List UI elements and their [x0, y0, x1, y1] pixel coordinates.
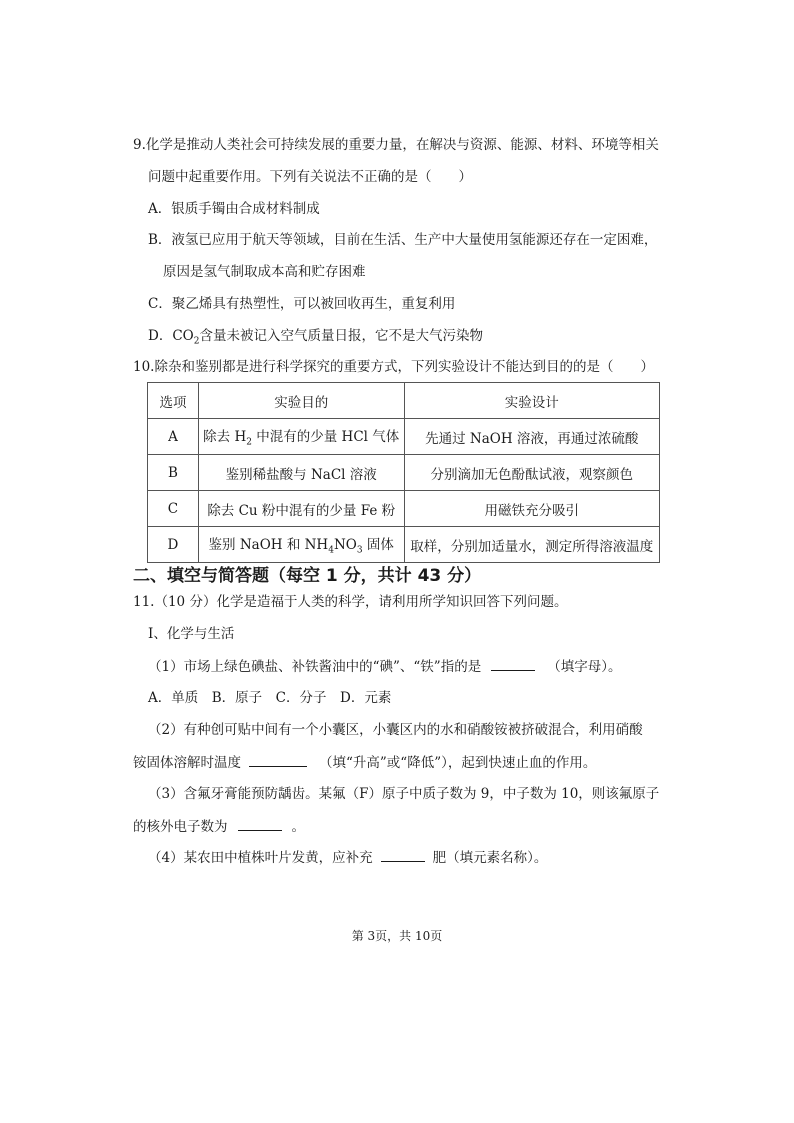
table-cell-goal: 除去 Cu 粉中混有的少量 Fe 粉 — [198, 491, 404, 527]
table-cell-design: 用磁铁充分吸引 — [404, 491, 659, 527]
table-cell-goal: 鉴别稀盐酸与 NaCl 溶液 — [198, 455, 404, 491]
table-row — [148, 455, 660, 491]
q11-sub1-text: （1）市场上绿色碘盐、补铁酱油中的“碘”、“铁”指的是 — [148, 659, 482, 675]
table-cell-option: B — [148, 455, 199, 491]
q11-sub3-line2 — [133, 816, 305, 837]
q11-sub2-text: 铵固体溶解时温度 — [133, 755, 241, 771]
q9-option-b-line1: B．液氢已应用于航天等领域，目前在生活、生产中大量使用氢能源还存在一定困难， — [148, 232, 658, 248]
q11-stem: 11.（10 分）化学是造福于人类的科学，请利用所学知识回答下列问题。 — [133, 594, 568, 610]
goal-text: 固体 — [362, 537, 394, 554]
table-row — [148, 419, 660, 455]
q9-option-d — [148, 326, 483, 352]
q11-sub2-text: （填“升高”或“降低”），起到快速止血的作用。 — [319, 755, 597, 771]
table-row — [148, 491, 660, 527]
table-cell-design: 取样，分别加适量水，测定所得溶液温度 — [404, 527, 659, 563]
table-cell-option: A — [148, 419, 199, 455]
table-cell-goal — [198, 527, 404, 563]
q9-stem-line1: 9.化学是推动人类社会可持续发展的重要力量，在解决与资源、能源、材料、环境等相关 — [133, 137, 659, 153]
q11-sub3-line1: （3）含氟牙膏能预防龋齿。某氟（F）原子中质子数为 9，中子数为 10，则该氟原子 — [148, 786, 660, 802]
q11-sub2-line1: （2）有种创可贴中间有一个小囊区，小囊区内的水和硝酸铵被挤破混合，利用硝酸 — [148, 722, 643, 738]
q9-option-b-line2: 原因是氢气制取成本高和贮存困难 — [163, 264, 366, 280]
q11-sub3-text: 。 — [291, 819, 305, 835]
goal-subscript: 4 — [328, 545, 334, 556]
goal-text: NO — [333, 537, 357, 554]
q9-option-c: C．聚乙烯具有热塑性，可以被回收再生，重复利用 — [148, 296, 456, 312]
q9-stem-line2: 问题中起重要作用。下列有关说法不正确的是（ ） — [148, 169, 472, 185]
experiment-table — [147, 382, 660, 563]
answer-blank[interactable] — [491, 656, 535, 671]
goal-text: 鉴别 NaOH 和 NH — [208, 537, 329, 554]
goal-subscript: 2 — [246, 437, 252, 448]
q11-sub1-text: （填字母）。 — [547, 659, 622, 675]
page-footer: 第 3页，共 10页 — [351, 929, 443, 943]
q9-option-d-prefix: D．CO — [148, 328, 194, 344]
q11-sub2-line2 — [133, 752, 596, 773]
table-cell-design: 分别滴加无色酚酞试液，观察颜色 — [404, 455, 659, 491]
table-cell-design: 先通过 NaOH 溶液，再通过浓硫酸 — [404, 419, 659, 455]
goal-text: 中混有的少量 HCl 气体 — [251, 429, 400, 446]
section-heading: 二、填空与简答题（每空 1 分，共计 43 分） — [133, 566, 482, 586]
table-cell-option: D — [148, 527, 199, 563]
q11-sub4-text: 肥（填元素名称）。 — [432, 850, 548, 866]
q9-option-d-suffix: 含量未被记入空气质量日报，它不是大气污染物 — [199, 328, 483, 344]
table-header-option: 选项 — [148, 383, 199, 419]
q11-sub4 — [148, 847, 547, 868]
answer-blank[interactable] — [249, 752, 307, 767]
table-header-goal: 实验目的 — [198, 383, 404, 419]
table-cell-goal — [198, 419, 404, 455]
q9-option-a: A．银质手镯由合成材料制成 — [148, 201, 320, 217]
answer-blank[interactable] — [381, 847, 425, 862]
goal-subscript: 3 — [356, 545, 363, 556]
goal-text: 除去 H — [203, 429, 247, 446]
q10-stem: 10.除杂和鉴别都是进行科学探究的重要方式，下列实验设计不能达到目的的是（ ） — [133, 359, 654, 375]
table-header-row — [148, 383, 660, 419]
q11-sub1-options: A．单质 B．原子 C．分子 D．元素 — [148, 690, 392, 706]
answer-blank[interactable] — [238, 816, 282, 831]
q9-option-d-subscript: 2 — [193, 336, 200, 347]
q11-sub4-text: （4）某农田中植株叶片发黄，应补充 — [148, 850, 373, 866]
q11-sub1 — [148, 656, 621, 677]
table-cell-option: C — [148, 491, 199, 527]
q11-part1-title: Ⅰ、化学与生活 — [148, 626, 235, 642]
table-row — [148, 527, 660, 563]
table-header-design: 实验设计 — [404, 383, 659, 419]
q11-sub3-text: 的核外电子数为 — [133, 819, 228, 835]
